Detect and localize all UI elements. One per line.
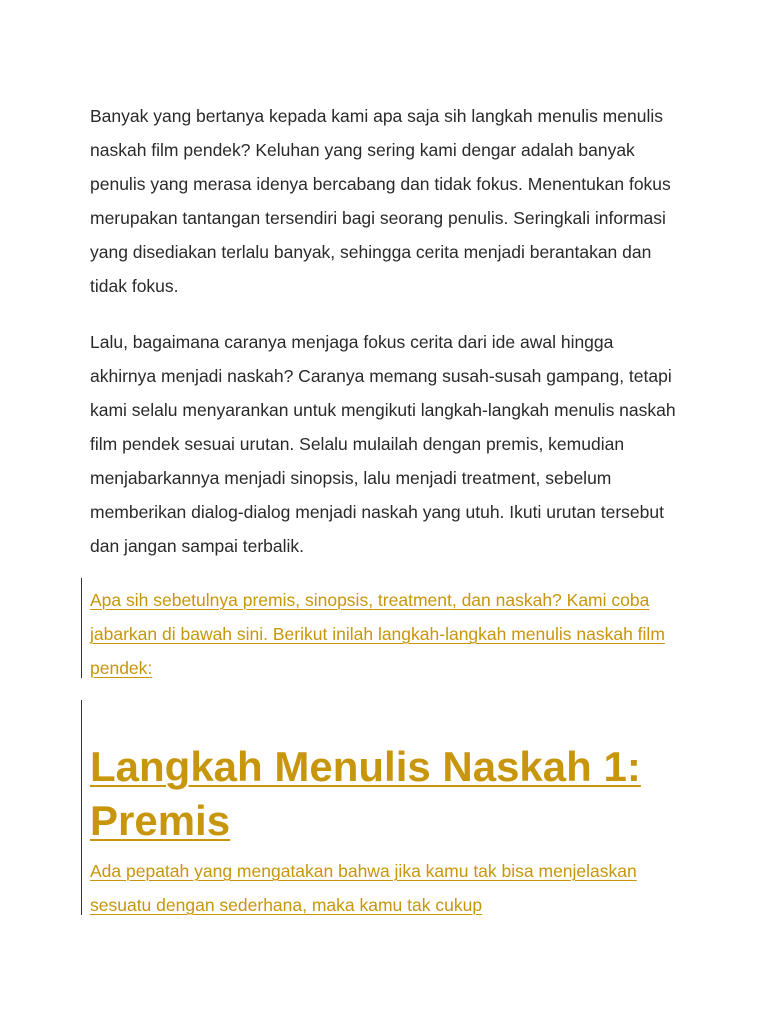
definitions-link-paragraph[interactable]: [90, 583, 680, 685]
proverb-link-paragraph[interactable]: [90, 854, 680, 922]
intro-paragraph: Banyak yang bertanya kepada kami apa saja sih langkah menulis menulis naskah film pendek? Keluhan yang sering kami dengar adalah banyak penulis yang merasa idenya bercabang dan tidak fokus. Menentukan fokus merupakan tantangan tersendiri bagi seorang penulis. Seringkali informasi yang disediakan terlalu banyak, sehingga cerita menjadi berantakan dan tidak fokus.: [90, 106, 671, 296]
proverb-link-text[interactable]: Ada pepatah yang mengatakan bahwa jika kamu tak bisa menjelaskan sesuatu dengan sederhana, maka kamu tak cukup: [90, 861, 637, 915]
method-paragraph: Lalu, bagaimana caranya menjaga fokus cerita dari ide awal hingga akhirnya menjadi naskah? Caranya memang susah-susah gampang, tetapi kami selalu menyarankan untuk mengikuti langkah-langkah menulis naskah film pendek sesuai urutan. Selalu mulailah dengan premis, kemudian menjabarkannya menjadi sinopsis, lalu menjadi treatment, sebelum memberikan dialog-dialog menjadi naskah yang utuh. Ikuti urutan tersebut dan jangan sampai terbalik.: [90, 332, 676, 556]
quote-bar-1: [81, 578, 82, 678]
definitions-link-text[interactable]: Apa sih sebetulnya premis, sinopsis, treatment, dan naskah? Kami coba jabarkan di bawah sini. Berikut inilah langkah-langkah menulis naskah film pendek:: [90, 590, 665, 678]
step-1-heading[interactable]: [90, 740, 690, 848]
step-1-heading-text[interactable]: Langkah Menulis Naskah 1: Premis: [90, 743, 641, 844]
quote-bar-2: [81, 700, 82, 915]
